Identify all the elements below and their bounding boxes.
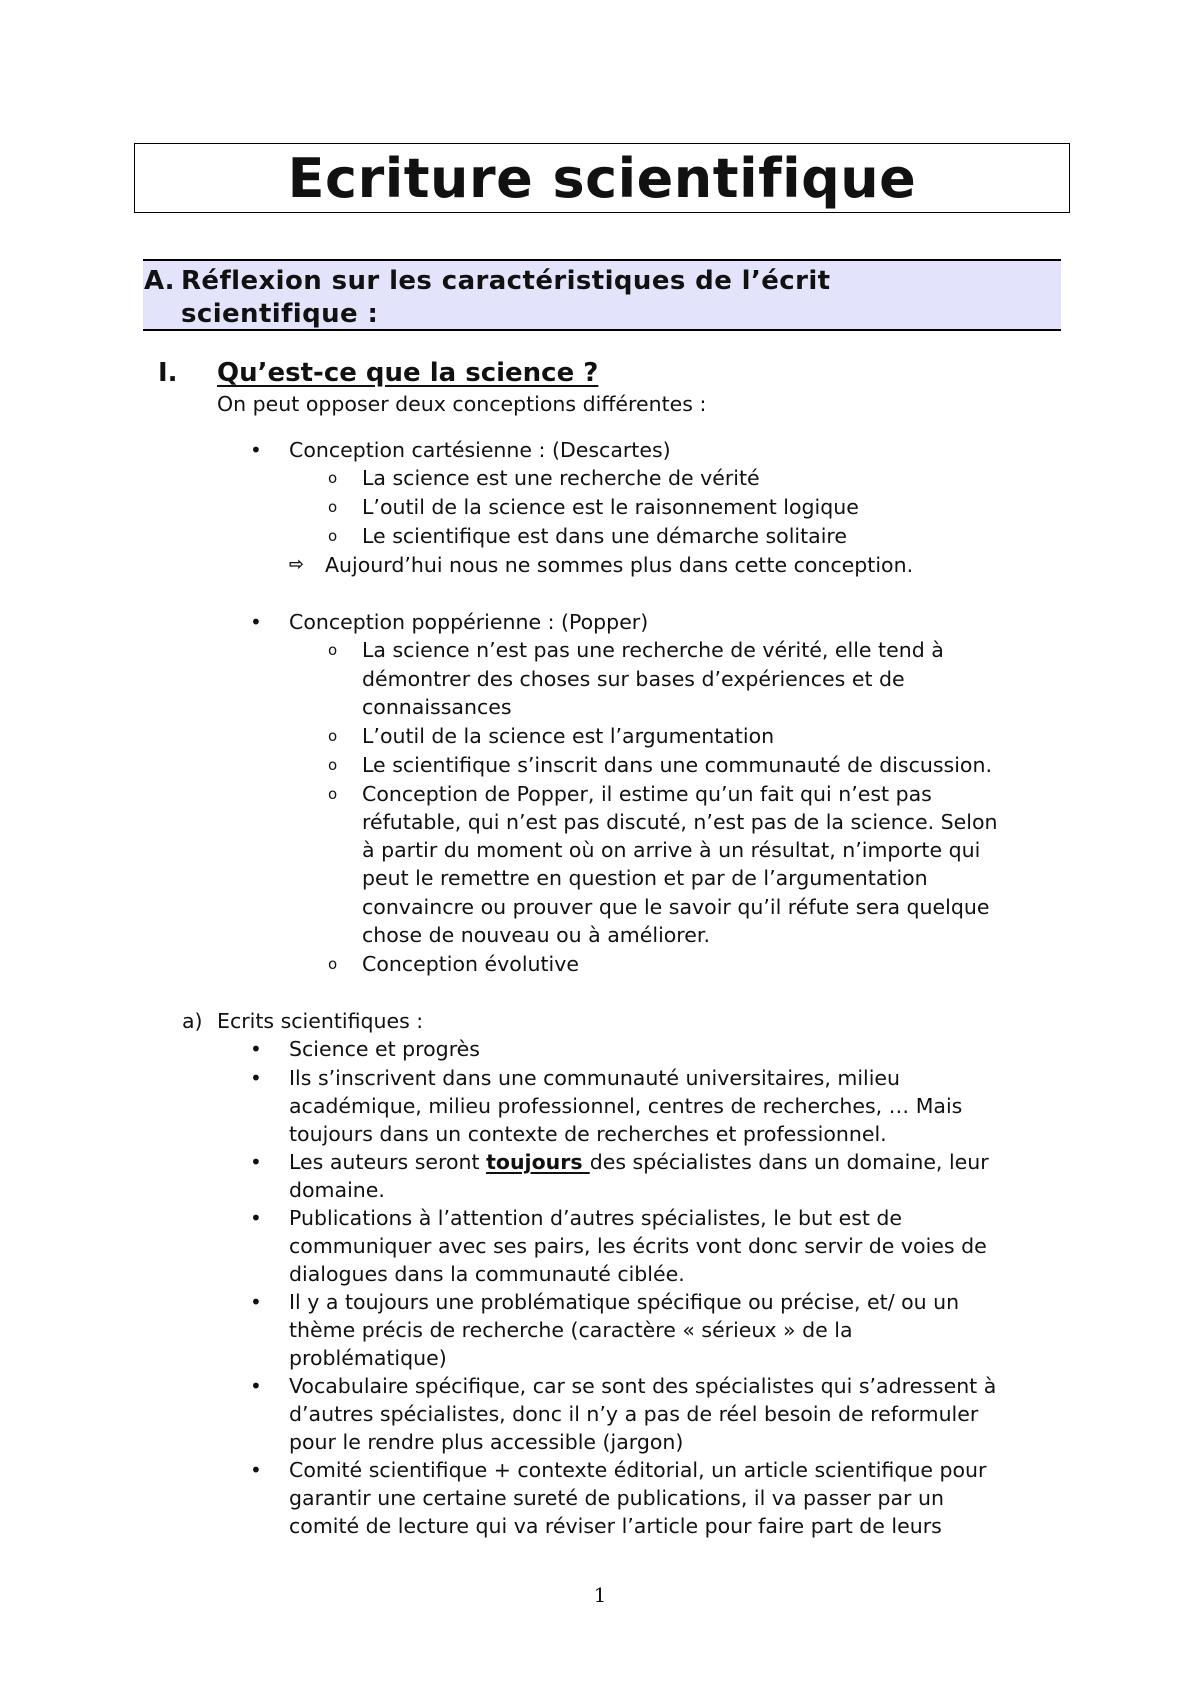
popperian-heading: Conception poppérienne : (Popper) bbox=[289, 610, 649, 634]
sub-marker: o bbox=[328, 469, 338, 487]
ecrits-bullet-1: Science et progrès bbox=[289, 1037, 480, 1061]
subsection-a-heading: Ecrits scientifiques : bbox=[217, 1009, 424, 1033]
section-i-title: Qu’est-ce que la science ? bbox=[217, 358, 599, 388]
ecrits-bullet-2-line-2: académique, milieu professionnel, centres de recherches, … Mais bbox=[289, 1094, 963, 1118]
popperian-item-5: Conception évolutive bbox=[362, 952, 579, 976]
cartesian-conclusion: Aujourd’hui nous ne sommes plus dans cette conception. bbox=[325, 553, 914, 577]
bullet-marker: • bbox=[250, 1458, 262, 1482]
popperian-item-3: Le scientifique s’inscrit dans une communauté de discussion. bbox=[362, 753, 992, 777]
ecrits-bullet-7-line-2: garantir une certaine sureté de publications, il va passer par un bbox=[289, 1486, 944, 1510]
ecrits-bullet-3-line-1 bbox=[289, 1148, 989, 1176]
ecrits-bullet-6-line-3: pour le rendre plus accessible (jargon) bbox=[289, 1430, 684, 1454]
section-a-title-line2: scientifique : bbox=[181, 299, 379, 329]
ecrits-bullet-2-line-3: toujours dans un contexte de recherches et professionnel. bbox=[289, 1122, 887, 1146]
cartesian-item-2: L’outil de la science est le raisonnement logique bbox=[362, 495, 859, 519]
ecrits-bullet-7-line-3: comité de lecture qui va réviser l’article pour faire part de leurs bbox=[289, 1514, 942, 1538]
cartesian-heading: Conception cartésienne : (Descartes) bbox=[289, 438, 671, 462]
ecrits-bullet-3-emphasis: toujours bbox=[486, 1150, 590, 1174]
section-a-title-line1: Réflexion sur les caractéristiques de l’écrit bbox=[181, 266, 831, 296]
ecrits-bullet-6-line-2: d’autres spécialistes, donc il n’y a pas de réel besoin de reformuler bbox=[289, 1402, 979, 1426]
popperian-item-1-line-3: connaissances bbox=[362, 695, 512, 719]
popperian-item-4-line-1: Conception de Popper, il estime qu’un fait qui n’est pas bbox=[362, 782, 932, 806]
document-title: Ecriture scientifique bbox=[287, 146, 917, 210]
sub-marker: o bbox=[328, 785, 338, 803]
popperian-item-2: L’outil de la science est l’argumentation bbox=[362, 724, 775, 748]
sub-marker: o bbox=[328, 756, 338, 774]
section-i-number: I. bbox=[158, 358, 178, 388]
ecrits-bullet-3-text-before: Les auteurs seront bbox=[289, 1150, 487, 1174]
ecrits-bullet-4-line-1: Publications à l’attention d’autres spécialistes, le but est de bbox=[289, 1206, 903, 1230]
bullet-marker: • bbox=[250, 1037, 262, 1061]
popperian-item-1-line-1: La science n’est pas une recherche de vérité, elle tend à bbox=[362, 638, 944, 662]
ecrits-bullet-4-line-2: communiquer avec ses pairs, les écrits vont donc servir de voies de bbox=[289, 1234, 987, 1258]
ecrits-bullet-5-line-2: thème précis de recherche (caractère « sérieux » de la bbox=[289, 1318, 853, 1342]
sub-marker: o bbox=[328, 955, 338, 973]
bullet-marker: • bbox=[250, 610, 262, 634]
ecrits-bullet-7-line-1: Comité scientifique + contexte éditorial, un article scientifique pour bbox=[289, 1458, 987, 1482]
ecrits-bullet-3-line-2: domaine. bbox=[289, 1178, 385, 1202]
popperian-item-4-line-4: peut le remettre en question et par de l’argumentation bbox=[362, 866, 928, 890]
bullet-marker: • bbox=[250, 1374, 262, 1398]
popperian-item-4-line-3: à partir du moment où on arrive à un résultat, n’importe qui bbox=[362, 838, 981, 862]
sub-marker: o bbox=[328, 498, 338, 516]
cartesian-item-1: La science est une recherche de vérité bbox=[362, 466, 760, 490]
title-box bbox=[134, 143, 1070, 213]
bullet-marker: • bbox=[250, 1150, 262, 1174]
sub-marker: o bbox=[328, 727, 338, 745]
ecrits-bullet-2-line-1: Ils s’inscrivent dans une communauté universitaires, milieu bbox=[289, 1066, 901, 1090]
arrow-icon: ⇨ bbox=[289, 554, 305, 575]
cartesian-item-3: Le scientifique est dans une démarche solitaire bbox=[362, 524, 847, 548]
popperian-item-1-line-2: démontrer des choses sur bases d’expériences et de bbox=[362, 667, 905, 691]
popperian-item-4-line-2: réfutable, qui n’est pas discuté, n’est pas de la science. Selon bbox=[362, 810, 998, 834]
ecrits-bullet-5-line-1: Il y a toujours une problématique spécifique ou précise, et/ ou un bbox=[289, 1290, 960, 1314]
section-i-intro: On peut opposer deux conceptions différentes : bbox=[217, 392, 707, 416]
page-number: 1 bbox=[593, 1583, 607, 1607]
bullet-marker: • bbox=[250, 438, 262, 462]
ecrits-bullet-4-line-3: dialogues dans la communauté ciblée. bbox=[289, 1262, 685, 1286]
bullet-marker: • bbox=[250, 1206, 262, 1230]
section-a-heading bbox=[143, 259, 1061, 331]
bullet-marker: • bbox=[250, 1290, 262, 1314]
ecrits-bullet-3-text-after: des spécialistes dans un domaine, leur bbox=[589, 1150, 989, 1174]
bullet-marker: • bbox=[250, 1066, 262, 1090]
sub-marker: o bbox=[328, 641, 338, 659]
popperian-item-4-line-5: convaincre ou prouver que le savoir qu’il réfute sera quelque bbox=[362, 895, 990, 919]
ecrits-bullet-5-line-3: problématique) bbox=[289, 1346, 447, 1370]
sub-marker: o bbox=[328, 527, 338, 545]
popperian-item-4-line-6: chose de nouveau ou à améliorer. bbox=[362, 923, 710, 947]
subsection-a-label: a) bbox=[182, 1009, 203, 1033]
ecrits-bullet-6-line-1: Vocabulaire spécifique, car se sont des spécialistes qui s’adressent à bbox=[289, 1374, 997, 1398]
section-a-letter: A. bbox=[144, 266, 175, 296]
